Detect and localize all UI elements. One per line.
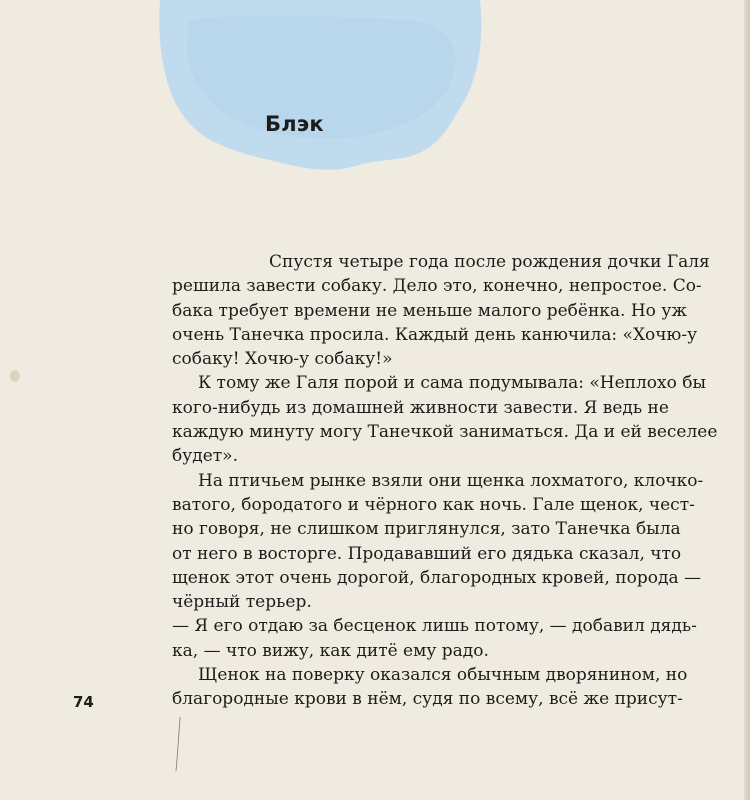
paper-smudge — [10, 370, 20, 382]
text-line: решила завести собаку. Дело это, конечно, непростое. Со- — [172, 276, 702, 297]
text-line: Спустя четыре года после рождения дочки Галя — [269, 252, 710, 272]
text-line: Щенок на поверку оказался обычным дворянином, но — [198, 665, 688, 686]
text-line: от него в восторге. Продававший его дядька сказал, что — [172, 543, 682, 564]
text-line: собаку! Хочю-у собаку!» — [172, 349, 393, 370]
text-line: ка, — что вижу, как дитё ему радо. — [172, 640, 489, 661]
watercolor-blob — [150, 0, 490, 180]
text-line: но говоря, не слишком приглянулся, зато Танечка была — [172, 519, 681, 540]
paragraph — [172, 371, 718, 468]
paragraph — [172, 614, 708, 663]
text-line: — Я его отдаю за бесценок лишь потому, — добавил дядь- — [172, 616, 697, 637]
text-line: щенок этот очень дорогой, благородных кровей, порода — — [172, 567, 702, 588]
paragraph — [172, 469, 708, 615]
text-line: каждую минуту могу Танечкой заниматься. Да и ей веселее — [172, 422, 718, 443]
text-line: кого-нибудь из домашней живности завести. Я ведь не — [172, 397, 669, 418]
text-line: К тому же Галя порой и сама подумывала: «Неплохо бы — [198, 373, 707, 394]
paragraph — [172, 274, 708, 371]
text-line: очень Танечка просила. Каждый день канючила: «Хочю-у — [172, 324, 698, 345]
paragraph — [172, 663, 708, 712]
text-line: На птичьем рынке взяли они щенка лохматого, клочко- — [198, 470, 704, 491]
text-line: ватого, бородатого и чёрного как ночь. Гале щенок, чест- — [172, 494, 695, 515]
text-line: бака требует времени не меньше малого ребёнка. Но уж — [172, 300, 687, 321]
text-line: будет». — [172, 446, 238, 467]
body-text — [172, 250, 718, 712]
text-line: благородные крови в нём, судя по всему, всё же присут- — [172, 689, 683, 710]
paragraph — [172, 250, 708, 274]
chapter-title: Блэк — [265, 112, 324, 136]
text-line: чёрный терьер. — [172, 592, 312, 613]
page-edge-shadow — [744, 0, 750, 800]
pencil-stroke-mark — [170, 715, 190, 775]
page-number: 74 — [73, 693, 94, 711]
